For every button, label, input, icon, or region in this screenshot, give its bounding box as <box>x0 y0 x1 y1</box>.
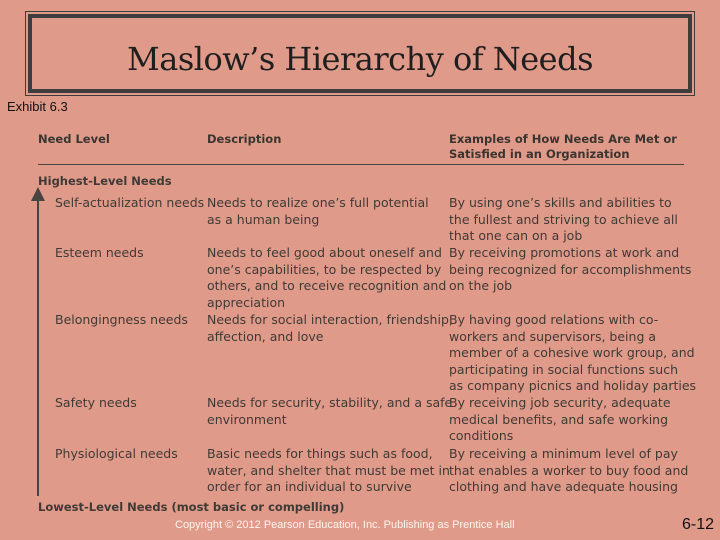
highest-level-label: Highest-Level Needs <box>38 174 172 188</box>
description-line: order for an individual to survive <box>207 479 412 494</box>
slide-title: Maslow’s Hierarchy of Needs <box>126 40 593 78</box>
description-self-actualization <box>207 195 429 228</box>
copyright-notice: Copyright © 2012 Pearson Education, Inc. Publishing as Prentice Hall <box>175 519 515 531</box>
header-divider <box>38 164 684 165</box>
example-line: medical benefits, and safe working <box>449 411 669 427</box>
description-line: environment <box>207 411 287 427</box>
hierarchy-axis <box>37 200 39 496</box>
example-line: By receiving a minimum level of pay <box>449 446 678 461</box>
example-line: By receiving promotions at work and <box>449 245 680 260</box>
example-line: By having good relations with co- <box>449 312 659 327</box>
title-frame <box>28 14 692 93</box>
example-line: that one can on a job <box>449 228 583 243</box>
example-line: member of a cohesive work group, and <box>449 345 695 360</box>
need-physiological: Physiological needs <box>55 446 178 461</box>
exhibit-label: Exhibit 6.3 <box>7 99 68 114</box>
description-line: Needs for social interaction, friendship, <box>207 312 453 327</box>
examples-self-actualization <box>449 195 678 245</box>
description-line: water, and shelter that must be met in <box>207 462 450 478</box>
example-line: workers and supervisors, being a <box>449 328 657 344</box>
description-line: Needs to realize one’s full potential <box>207 195 429 210</box>
example-line: participating in social functions such <box>449 361 679 377</box>
example-line: being recognized for accomplishments <box>449 261 692 277</box>
example-line: conditions <box>449 428 514 443</box>
need-esteem: Esteem needs <box>55 245 144 260</box>
description-safety <box>207 395 452 428</box>
header-examples <box>449 132 677 162</box>
example-line: By using one’s skills and abilities to <box>449 195 672 210</box>
arrow-up-icon <box>31 187 45 201</box>
description-esteem <box>207 245 446 311</box>
example-line: as company picnics and holiday parties <box>449 378 697 393</box>
description-line: Needs to feel good about oneself and <box>207 245 442 260</box>
example-line: on the job <box>449 278 513 293</box>
header-need-level: Need Level <box>38 132 110 146</box>
header-description: Description <box>207 132 282 146</box>
examples-esteem <box>449 245 691 295</box>
description-line: as a human being <box>207 211 320 227</box>
header-examples-line1: Examples of How Needs Are Met or <box>449 132 677 146</box>
header-examples-line2: Satisfied in an Organization <box>449 147 630 161</box>
example-line: that enables a worker to buy food and <box>449 462 689 478</box>
need-safety: Safety needs <box>55 395 137 410</box>
examples-safety <box>449 395 671 445</box>
description-line: one’s capabilities, to be respected by <box>207 261 442 277</box>
description-line: Needs for security, stability, and a safe <box>207 395 453 410</box>
page-number: 6-12 <box>682 516 715 533</box>
description-line: affection, and love <box>207 328 324 344</box>
description-belongingness <box>207 312 453 345</box>
need-self-actualization: Self-actualization needs <box>55 195 205 210</box>
description-line: others, and to receive recognition and <box>207 278 447 293</box>
description-line: Basic needs for things such as food, <box>207 446 433 461</box>
examples-belongingness <box>449 312 696 395</box>
example-line: the fullest and striving to achieve all <box>449 211 678 227</box>
need-belongingness: Belongingness needs <box>55 312 188 327</box>
example-line: clothing and have adequate housing <box>449 479 678 494</box>
lowest-level-label: Lowest-Level Needs (most basic or compelling) <box>38 500 345 514</box>
description-line: appreciation <box>207 294 286 310</box>
example-line: By receiving job security, adequate <box>449 395 671 410</box>
description-physiological <box>207 446 450 496</box>
examples-physiological <box>449 446 688 496</box>
